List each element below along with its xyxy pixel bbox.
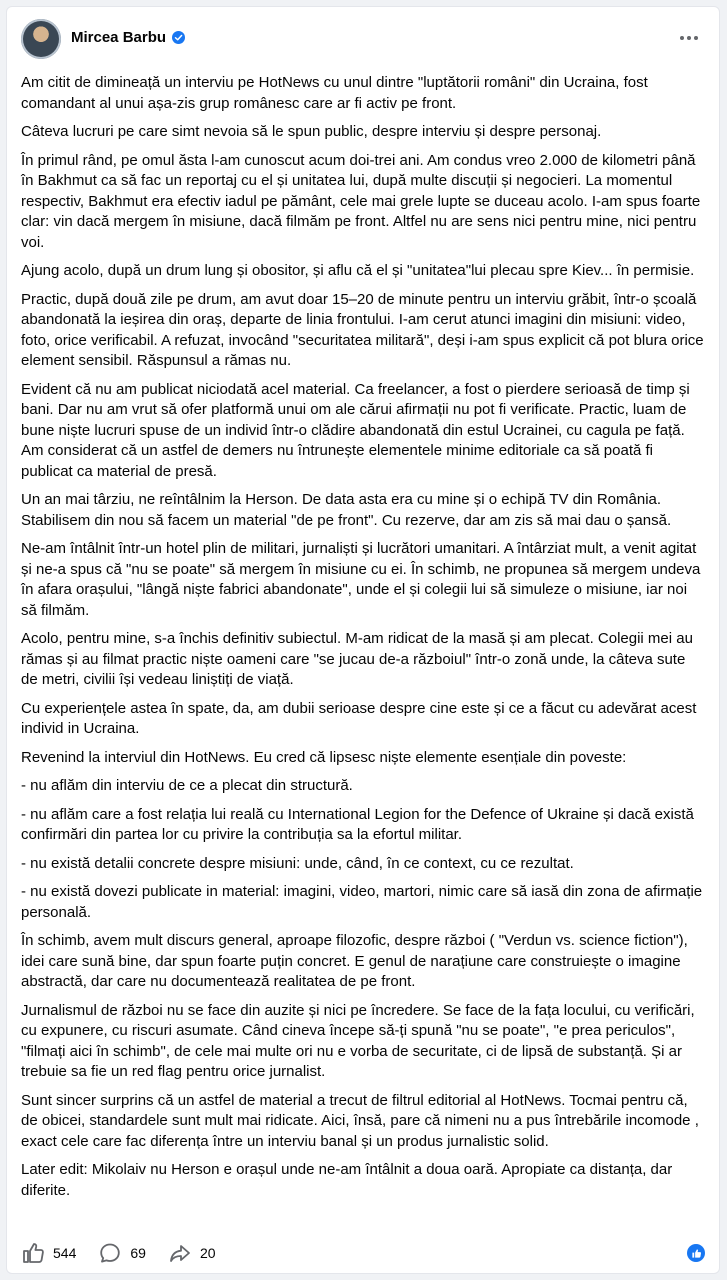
more-options-icon[interactable]: [673, 25, 705, 51]
comment-count: 69: [130, 1245, 146, 1261]
post-paragraph: În primul rând, pe omul ăsta l-am cunoscut acum doi-trei ani. Am condus vreo 2.000 de kilometri până în Bakhmut ca să fac un reportaj cu el și unitatea lui, după multe discuții și negocieri. La momentul respectiv, Bakhmut era efectiv iadul pe pământ, cele mai grele lupte se duceau acolo. I-am spus foarte clar: vin dacă mergem în misiune, dacă filmăm pe front. Altfel nu are sens nici pentru mine, nici pentru voi.: [21, 151, 701, 251]
post-paragraph: Un an mai târziu, ne reîntâlnim la Herson. De data asta era cu mine și o echipă TV din România. Stabilisem din nou să facem un material "de pe front". Cu rezerve, dar am zis să mai dau o șansă.: [21, 491, 672, 529]
post-body: [21, 73, 705, 1209]
post-paragraph: Câteva lucruri pe care simt nevoia să le spun public, despre interviu și despre personaj.: [21, 123, 602, 140]
post-card: [6, 6, 720, 1274]
like-reaction-icon[interactable]: [687, 1244, 705, 1262]
post-paragraph: - nu aflăm care a fost relația lui reală cu International Legion for the Defence of Ukraine și dacă există confirmări din partea lor cu privire la contribuția sa la efortul militar.: [21, 805, 694, 843]
post-header: [21, 17, 705, 61]
post-paragraph: Revenind la interviul din HotNews. Eu cred că lipsesc niște elemente esențiale din poveste:: [21, 748, 627, 766]
post-paragraph: - nu există dovezi publicate in material: imagini, video, martori, nimic care să iasă din zona de afirmație personală.: [21, 883, 703, 921]
post-footer: [21, 1239, 705, 1267]
post-paragraph: Ajung acolo, după un drum lung și obositor, și aflu că el și "unitatea"lui plecau spre Kiev... în permisie.: [21, 262, 695, 279]
share-count: 20: [199, 1245, 216, 1261]
avatar[interactable]: [21, 19, 61, 59]
share-button[interactable]: [168, 1241, 216, 1265]
post-paragraph: - nu aflăm din interviu de ce a plecat din structură.: [21, 777, 353, 794]
author-row: [71, 29, 185, 46]
verified-badge-icon: [172, 31, 185, 44]
like-count: 544: [53, 1245, 77, 1261]
comment-button[interactable]: [98, 1241, 146, 1265]
post-paragraph: Acolo, pentru mine, s-a închis definitiv subiectul. M-am ridicat de la masă și am plecat. Colegii mei au rămas și au filmat practic niște oameni care "se jucau de-a războiul" într-o zonă unde, la câteva sute de metri, civilii își vedeau liniștiți de viață.: [21, 630, 693, 688]
post-paragraph: Jurnalismul de război nu se face din auzite și nici pe încredere. Se face de la fața locului, cu verificări, cu expunere, cu riscuri asumate. Când cineva începe să-ți spună "nu se poate", "e prea periculos", "filmați aici în schimb", de cele mai multe ori nu e vorba de securitate, ci de lipsă de substanță. Și ar trebuie sa fie un red flag pentru orice jurnalist.: [21, 1001, 695, 1080]
comment-icon: [98, 1241, 122, 1265]
like-button[interactable]: [21, 1241, 76, 1265]
post-paragraph: Cu experiențele astea în spate, da, am dubii serioase despre cine este și ce a făcut cu adevărat acest individ in Ucraina.: [21, 699, 697, 737]
author-name[interactable]: Mircea Barbu: [71, 29, 167, 46]
like-icon: [21, 1241, 45, 1265]
post-paragraph: În schimb, avem mult discurs general, aproape filozofic, despre război ( "Verdun vs. science fiction"), idei care sună bine, dar spun foarte puțin concret. E genul de narațiune care construiește o imagine abstractă, dar care nu documentează realitatea de pe front.: [21, 932, 688, 990]
post-paragraph: Sunt sincer surprins că un astfel de material a trecut de filtrul editorial al HotNews. Tocmai pentru că, de obicei, standardele sunt mult mai ridicate. Aici, însă, pare că nimeni nu a pus întrebările incomode , exact cele care fac diferența între un interviu banal și un produs jurnalistic solid.: [21, 1091, 699, 1150]
post-paragraph: Later edit: Mikolaiv nu Herson e orașul unde ne-am întâlnit a doua oară. Apropiate ca distanța, dar diferite.: [21, 1161, 673, 1199]
post-paragraph: Ne-am întâlnit într-un hotel plin de militari, jurnaliști și lucrători umanitari. A întârziat mult, a venit agitat și ne-a spus că "nu se poate" să mergem în misiune cu ei. În schimb, ne propunea să mergem undeva în afara orașului, "lângă niște fabrici abandonate", unde el și colegii lui să simuleze o misiune, iar noi să filmăm.: [21, 540, 701, 619]
post-paragraph: Practic, după două zile pe drum, am avut doar 15–20 de minute pentru un interviu grăbit, într-o școală abandonată la ieșirea din oraș, departe de linia frontului. I-am cerut atunci imagini din misiuni: video, foto, orice verificabil. A refuzat, invocând "securitatea militară", deși i-am spus explicit că pot blura orice element sensibil. Răspunsul a rămas nu.: [21, 290, 704, 369]
share-icon: [168, 1241, 192, 1265]
post-paragraph: Evident că nu am publicat niciodată acel material. Ca freelancer, a fost o pierdere serioasă de timp și bani. Dar nu am vrut să ofer platformă unui om ale cărui afirmații nu pot fi verificate. Practic, luam de bune niște lucruri spuse de un individ într-o clădire abandonată din estul Ucrainei, cu cagula pe față. Am considerat că un astfel de demers nu întrunește elementele minime editoriale ca să poată fi publicat ca material de presă.: [21, 380, 690, 480]
post-paragraph: - nu există detalii concrete despre misiuni: unde, când, în ce context, cu ce rezultat.: [21, 854, 574, 872]
post-paragraph: Am citit de dimineață un interviu pe HotNews cu unul dintre "luptătorii români" din Ucraina, fost comandant al unui așa-zis grup românesc care ar fi activ pe front.: [21, 74, 648, 112]
